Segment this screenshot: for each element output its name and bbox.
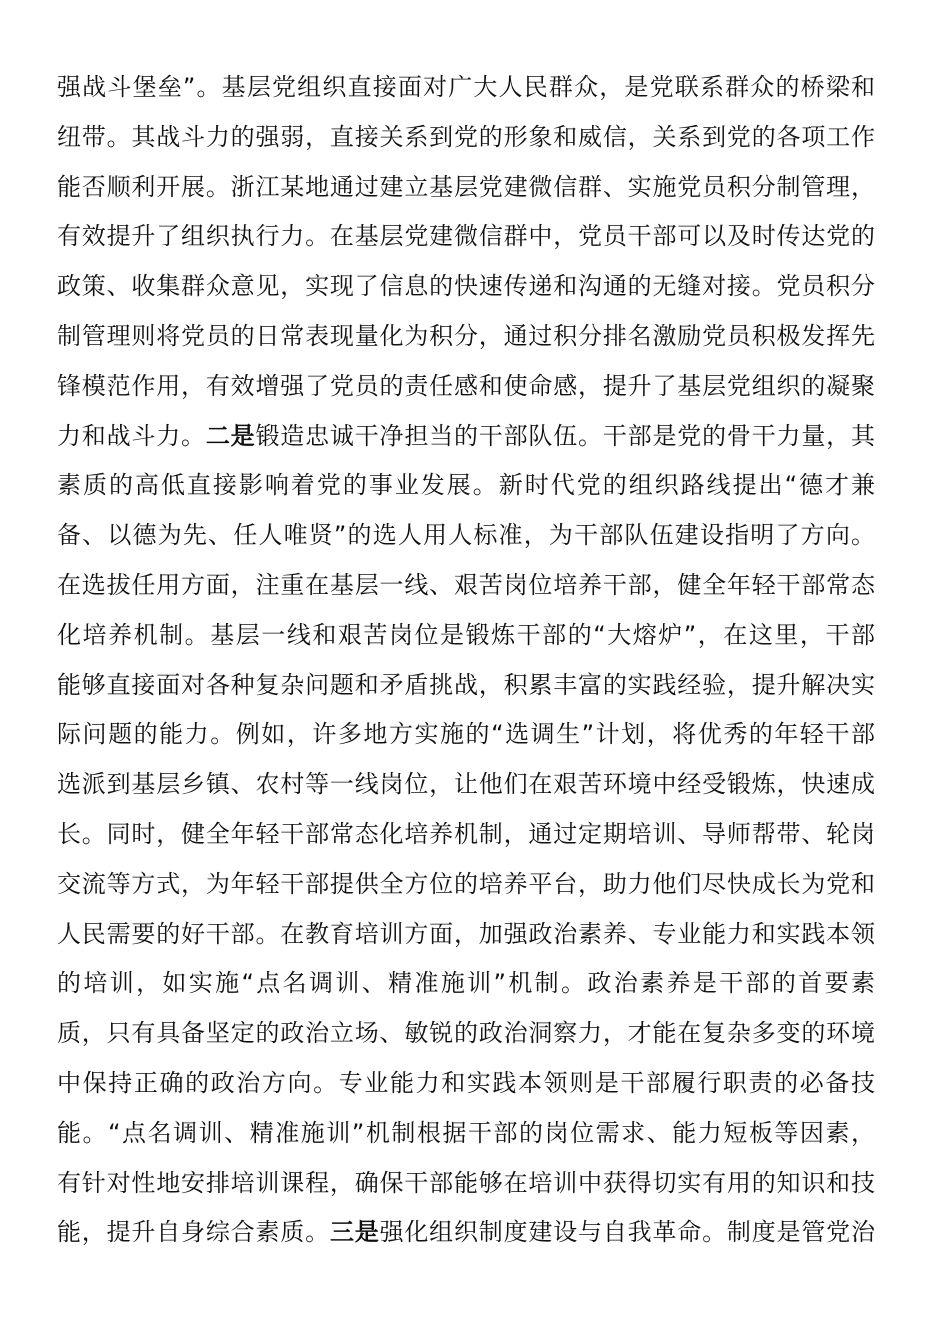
text-line xyxy=(57,461,875,511)
text-line xyxy=(57,511,875,561)
text-segment: 际问题的能力。例如，许多地方实施的“选调生”计划，将优秀的年轻干部 xyxy=(57,720,875,749)
text-line xyxy=(57,760,875,810)
text-segment: 锋模范作用，有效增强了党员的责任感和使命感，提升了基层党组织的凝聚 xyxy=(57,371,875,400)
text-segment: 交流等方式，为年轻干部提供全方位的培养平台，助力他们尽快成长为党和 xyxy=(57,869,875,898)
text-line xyxy=(57,959,875,1009)
text-segment: 制管理则将党员的日常表现量化为积分，通过积分排名激励党员积极发挥先 xyxy=(57,321,875,350)
text-line xyxy=(57,710,875,760)
text-line xyxy=(57,163,875,213)
text-line xyxy=(57,810,875,860)
text-segment: 素质的高低直接影响着党的事业发展。新时代党的组织路线提出“德才兼 xyxy=(57,471,875,500)
text-line xyxy=(57,113,875,163)
text-line xyxy=(57,1059,875,1109)
text-segment: 能够直接面对各种复杂问题和矛盾挑战，积累丰富的实践经验，提升解决实 xyxy=(57,670,875,699)
text-line xyxy=(57,362,875,412)
text-segment: 锻造忠诚干净担当的干部队伍。干部是党的骨干力量，其 xyxy=(255,421,875,450)
text-line xyxy=(57,63,875,113)
text-segment: 政策、收集群众意见，实现了信息的快速传递和沟通的无缝对接。党员积分 xyxy=(57,272,875,301)
text-line xyxy=(57,262,875,312)
text-line xyxy=(57,661,875,711)
text-segment: 在选拔任用方面，注重在基层一线、艰苦岗位培养干部，健全年轻干部常态 xyxy=(57,570,875,599)
text-segment: 备、以德为先、任人唯贤”的选人用人标准，为干部队伍建设指明了方向。 xyxy=(57,521,875,550)
text-segment: 能否顺利开展。浙江某地通过建立基层党建微信群、实施党员积分制管理， xyxy=(57,172,875,201)
text-line xyxy=(57,611,875,661)
text-segment: 质，只有具备坚定的政治立场、敏锐的政治洞察力，才能在复杂多变的环境 xyxy=(57,1019,875,1048)
body-paragraph xyxy=(57,63,875,1258)
text-line xyxy=(57,1159,875,1209)
text-segment: 力和战斗力。 xyxy=(57,421,206,450)
text-segment: 强化组织制度建设与自我革命。制度是管党治 xyxy=(379,1218,875,1247)
text-line xyxy=(57,561,875,611)
text-segment: 能，提升自身综合素质。 xyxy=(57,1218,330,1247)
text-line xyxy=(57,1208,875,1258)
text-line xyxy=(57,860,875,910)
text-segment: 纽带。其战斗力的强弱，直接关系到党的形象和威信，关系到党的各项工作 xyxy=(57,122,875,151)
text-line xyxy=(57,412,875,462)
text-segment: 有针对性地安排培训课程，确保干部能够在培训中获得切实有用的知识和技 xyxy=(57,1168,875,1197)
text-line xyxy=(57,910,875,960)
text-segment: 强战斗堡垒”。基层党组织直接面对广大人民群众，是党联系群众的桥梁和 xyxy=(57,73,875,101)
text-segment: 能。“点名调训、精准施训”机制根据干部的岗位需求、能力短板等因素， xyxy=(57,1118,875,1147)
text-line xyxy=(57,1109,875,1159)
text-line xyxy=(57,1009,875,1059)
bold-point-marker: 三是 xyxy=(329,1218,380,1247)
text-segment: 有效提升了组织执行力。在基层党建微信群中，党员干部可以及时传达党的 xyxy=(57,222,875,251)
bold-point-marker: 二是 xyxy=(205,421,256,450)
text-segment: 人民需要的好干部。在教育培训方面，加强政治素养、专业能力和实践本领 xyxy=(57,919,875,948)
text-line xyxy=(57,312,875,362)
text-segment: 选派到基层乡镇、农村等一线岗位，让他们在艰苦环境中经受锻炼，快速成 xyxy=(57,770,875,799)
text-line xyxy=(57,212,875,262)
text-segment: 长。同时，健全年轻干部常态化培养机制，通过定期培训、导师帮带、轮岗 xyxy=(57,819,875,848)
text-segment: 中保持正确的政治方向。专业能力和实践本领则是干部履行职责的必备技 xyxy=(57,1068,875,1097)
text-segment: 化培养机制。基层一线和艰苦岗位是锻炼干部的“大熔炉”，在这里，干部 xyxy=(57,620,875,649)
text-segment: 的培训，如实施“点名调训、精准施训”机制。政治素养是干部的首要素 xyxy=(57,969,875,998)
